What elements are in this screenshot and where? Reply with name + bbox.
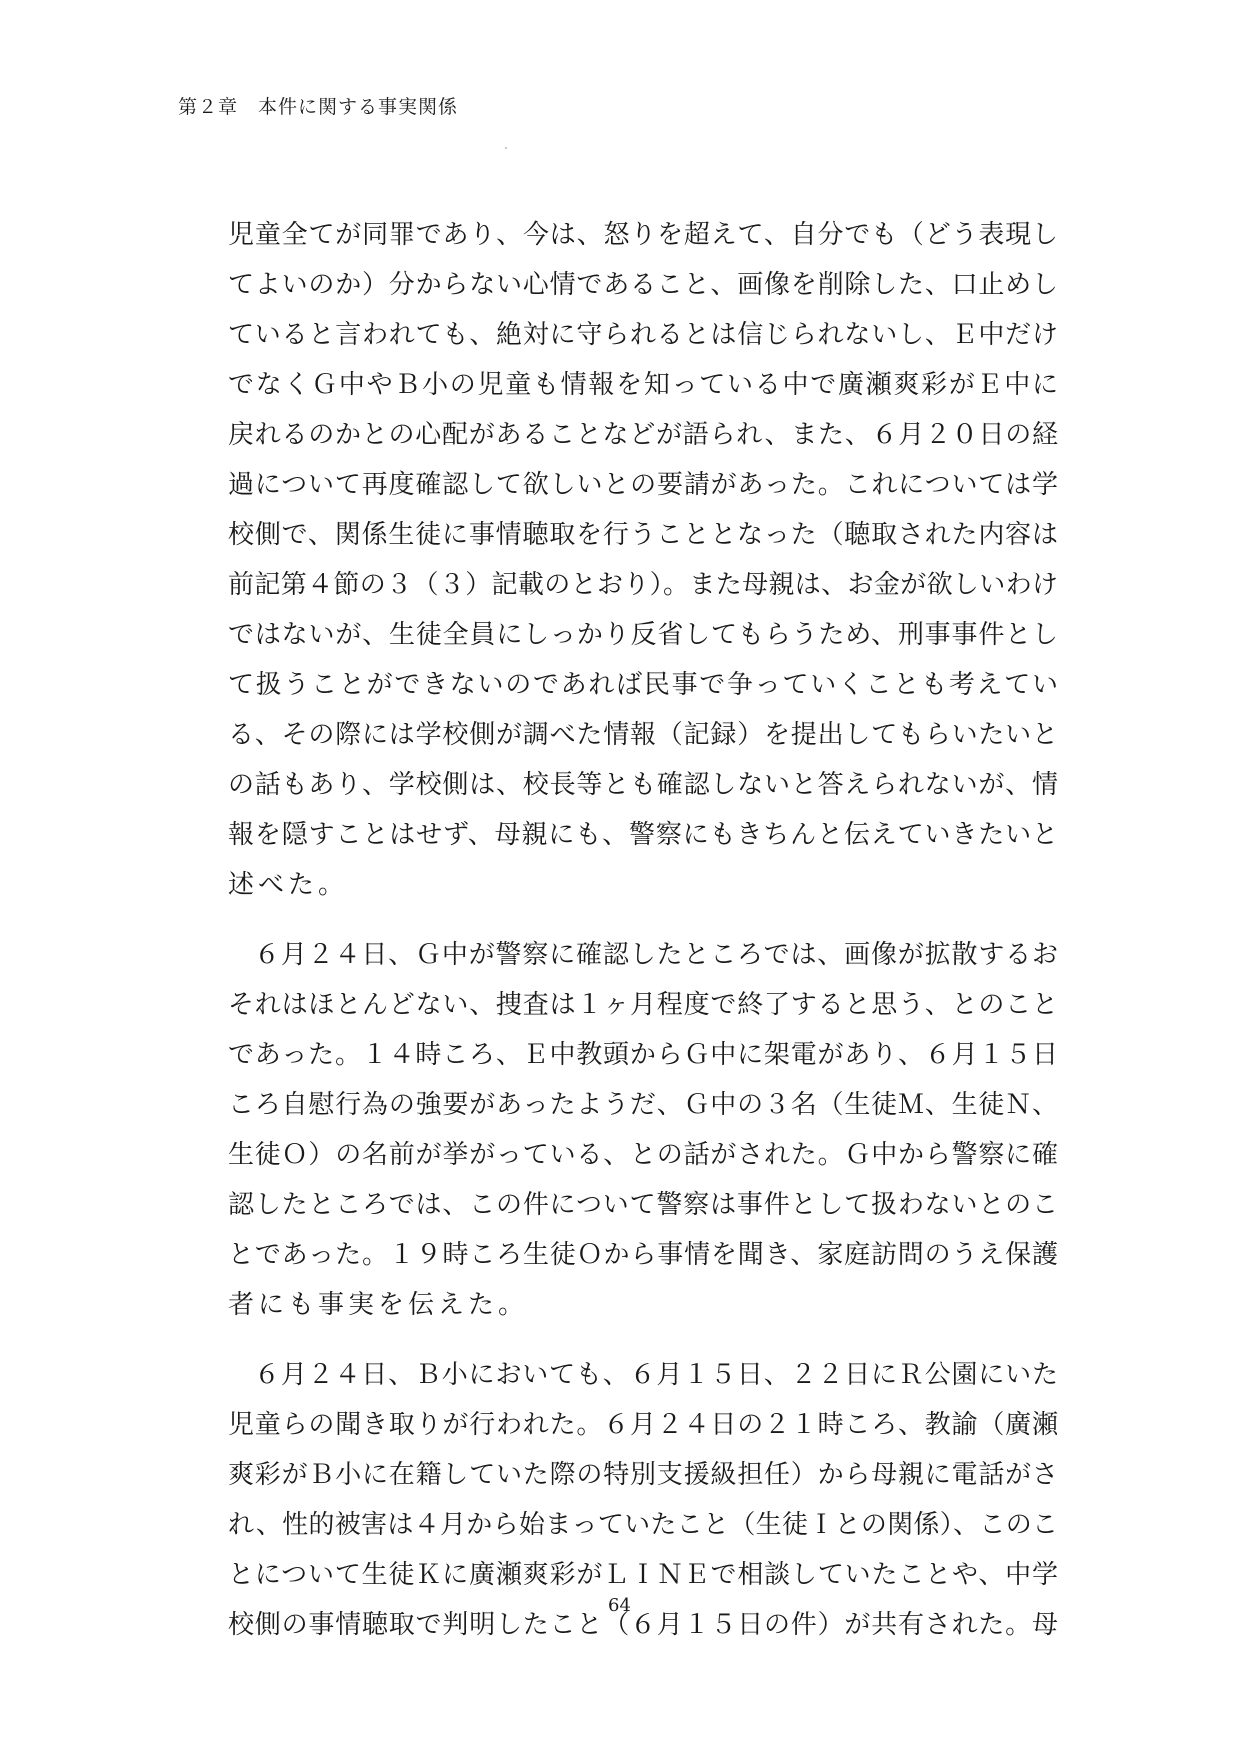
- text-line: 児童全てが同罪であり、今は、怒りを超えて、自分でも（どう表現し: [228, 220, 1058, 250]
- paragraph: [228, 930, 1058, 1330]
- text-line: 生徒Ｏ）の名前が挙がっている、との話がされた。Ｇ中から警察に確: [228, 1140, 1058, 1170]
- text-line: ていると言われても、絶対に守られるとは信じられないし、Ｅ中だけ: [228, 320, 1058, 350]
- text-line: 爽彩がＢ小に在籍していた際の特別支援級担任）から母親に電話がさ: [228, 1460, 1058, 1490]
- text-line: 者にも事実を伝えた。: [228, 1290, 529, 1320]
- chapter-header: 第２章 本件に関する事実関係: [178, 96, 459, 118]
- text-line: でなくＧ中やＢ小の児童も情報を知っている中で廣瀬爽彩がＥ中に: [228, 370, 1058, 400]
- text-line: とであった。１９時ころ生徒Ｏから事情を聞き、家庭訪問のうえ保護: [228, 1240, 1058, 1270]
- text-line: 認したところでは、この件について警察は事件として扱わないとのこ: [228, 1190, 1058, 1220]
- text-line: 児童らの聞き取りが行われた。６月２４日の２１時ころ、教諭（廣瀬: [228, 1410, 1058, 1440]
- page-number: 64: [608, 1595, 631, 1616]
- text-line: 報を隠すことはせず、母親にも、警察にもきちんと伝えていきたいと: [228, 820, 1058, 850]
- text-line: る、その際には学校側が調べた情報（記録）を提出してもらいたいと: [228, 720, 1058, 750]
- text-line: 述べた。: [228, 870, 349, 900]
- text-line: てよいのか）分からない心情であること、画像を削除した、口止めし: [228, 270, 1058, 300]
- body-text: [228, 210, 1058, 1670]
- text-line: て扱うことができないのであれば民事で争っていくことも考えてい: [228, 670, 1058, 700]
- text-line: であった。１４時ころ、Ｅ中教頭からＧ中に架電があり、６月１５日: [228, 1040, 1058, 1070]
- header-mark: [505, 147, 507, 149]
- text-line: 校側の事情聴取で判明したこと（６月１５日の件）が共有された。母: [228, 1610, 1058, 1640]
- text-line: 戻れるのかとの心配があることなどが語られ、また、６月２０日の経: [228, 420, 1058, 450]
- paragraph: [228, 210, 1058, 910]
- text-line: 過について再度確認して欲しいとの要請があった。これについては学: [228, 470, 1058, 500]
- text-line: 前記第４節の３（３）記載のとおり）。また母親は、お金が欲しいわけ: [228, 570, 1058, 600]
- text-line: それはほとんどない、捜査は１ヶ月程度で終了すると思う、とのこと: [228, 990, 1058, 1020]
- text-line: ６月２４日、Ｇ中が警察に確認したところでは、画像が拡散するお: [254, 940, 1058, 970]
- text-line: 校側で、関係生徒に事情聴取を行うこととなった（聴取された内容は: [228, 520, 1058, 550]
- text-line: ころ自慰行為の強要があったようだ、Ｇ中の３名（生徒Ｍ、生徒Ｎ、: [228, 1090, 1058, 1120]
- text-line: とについて生徒Ｋに廣瀬爽彩がＬＩＮＥで相談していたことや、中学: [228, 1560, 1058, 1590]
- text-line: ６月２４日、Ｂ小においても、６月１５日、２２日にＲ公園にいた: [254, 1360, 1058, 1390]
- text-line: ではないが、生徒全員にしっかり反省してもらうため、刑事事件とし: [228, 620, 1058, 650]
- text-line: の話もあり、学校側は、校長等とも確認しないと答えられないが、情: [228, 770, 1058, 800]
- text-line: れ、性的被害は４月から始まっていたこと（生徒Ｉとの関係）、このこ: [228, 1510, 1058, 1540]
